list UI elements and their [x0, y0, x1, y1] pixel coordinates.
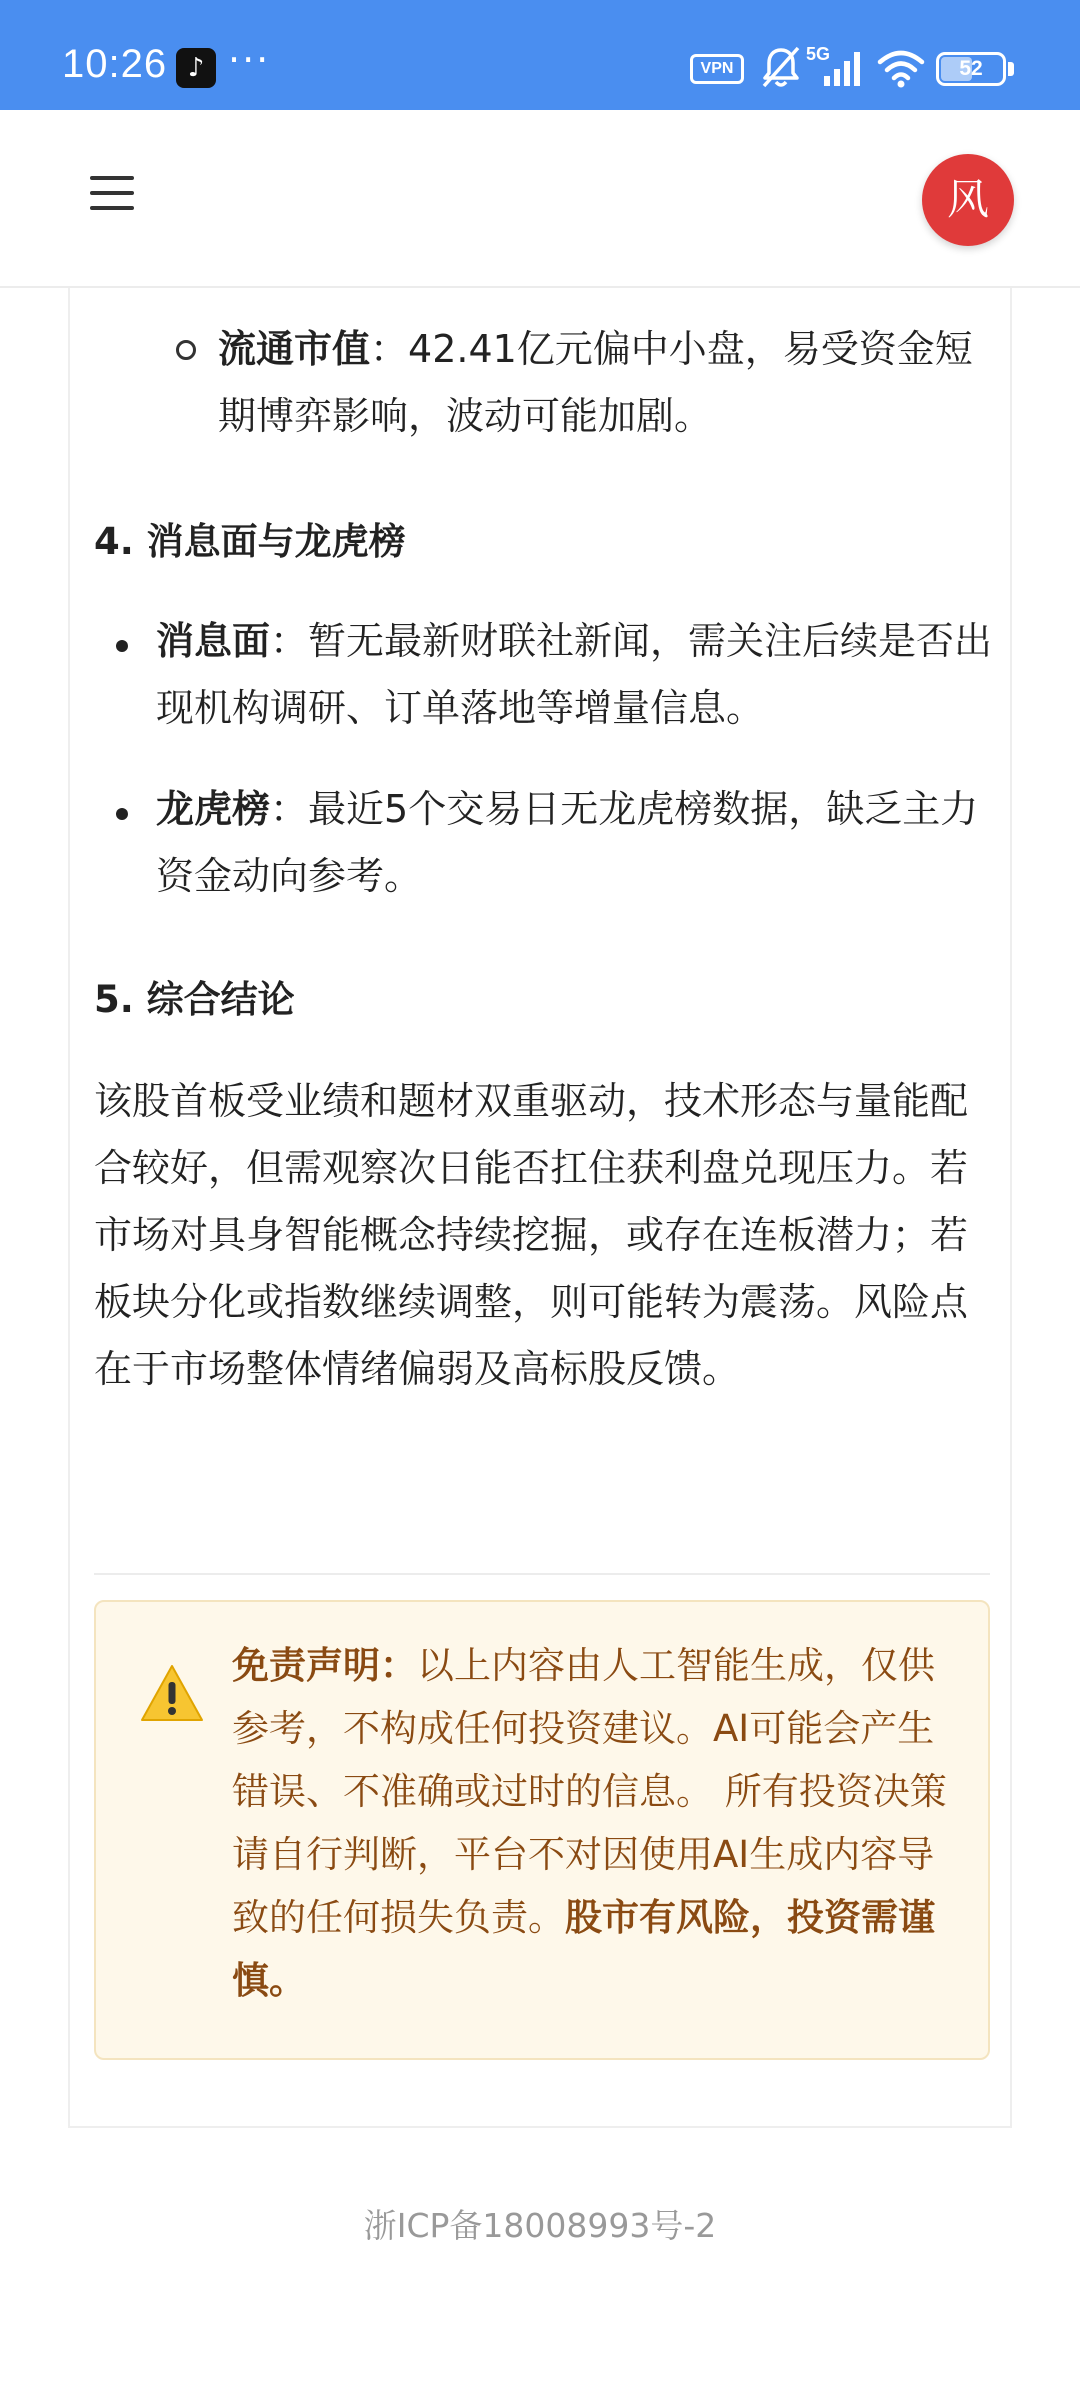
signal-icon — [822, 50, 868, 86]
status-time: 10:26 — [62, 42, 168, 86]
list-item-label: 龙虎榜 — [156, 787, 271, 831]
section-4-heading: 4. 消息面与龙虎榜 — [94, 520, 406, 563]
tiktok-notification-icon: ♪ — [176, 48, 216, 88]
disclaimer-emphasis: 股市有风险，投资需谨慎。 — [232, 1896, 935, 2002]
list-item-text: ：最近5个交易日无龙虎榜数据，缺乏主力资金动向参考。 — [156, 787, 979, 898]
warning-icon — [140, 1662, 204, 1726]
list-item-text: ：暂无最新财联社新闻，需关注后续是否出现机构调研、订单落地等增量信息。 — [156, 619, 993, 730]
icp-footer[interactable]: 浙ICP备18008993号-2 — [363, 2206, 717, 2245]
wifi-icon — [876, 48, 926, 88]
battery-tip — [1008, 62, 1014, 76]
hamburger-menu-icon[interactable] — [90, 176, 134, 216]
section-5-heading: 5. 综合结论 — [94, 978, 295, 1021]
user-avatar[interactable]: 风 — [922, 154, 1014, 246]
divider — [94, 1573, 990, 1575]
bullet-dot-icon — [116, 808, 128, 820]
vpn-icon: VPN — [690, 54, 744, 84]
status-bar — [0, 0, 1080, 110]
conclusion-paragraph: 该股首板受业绩和题材双重驱动，技术形态与量能配合较好，但需观察次日能否扛住获利盘兑现压力。若市场对具身智能概念持续挖掘，或存在连板潜力；若板块分化或指数继续调整，则可能转为震荡。风险点在于市场整体情绪偏弱及高标股反馈。 — [94, 1079, 969, 1391]
sub-item-text: ：42.41亿元偏中小盘，易受资金短期博弈影响，波动可能加剧。 — [218, 327, 973, 438]
list-item-dragon-tiger — [156, 776, 996, 910]
mute-bell-icon — [758, 44, 804, 90]
disclaimer-body: 以上内容由人工智能生成，仅供参考，不构成任何投资建议。AI可能会产生错误、不准确或过时的信息。 所有投资决策请自行判断，平台不对因使用AI生成内容导致的任何损失负责。 — [232, 1644, 947, 1939]
hollow-bullet-icon — [176, 340, 196, 360]
sub-list-item — [218, 316, 998, 450]
battery-icon — [936, 52, 1006, 86]
disclaimer-label: 免责声明： — [232, 1644, 417, 1687]
app-header — [0, 110, 1080, 288]
sub-item-label: 流通市值 — [218, 327, 371, 371]
bullet-dot-icon — [116, 640, 128, 652]
more-notifications-icon: ··· — [228, 38, 271, 82]
disclaimer-text — [232, 1634, 952, 2012]
list-item-label: 消息面 — [156, 619, 271, 663]
disclaimer-box — [94, 1600, 990, 2060]
list-item-news — [156, 608, 996, 742]
battery-percent: 52 — [959, 57, 983, 80]
network-5g-label: 5G — [806, 44, 831, 64]
analysis-card — [68, 288, 1012, 2128]
